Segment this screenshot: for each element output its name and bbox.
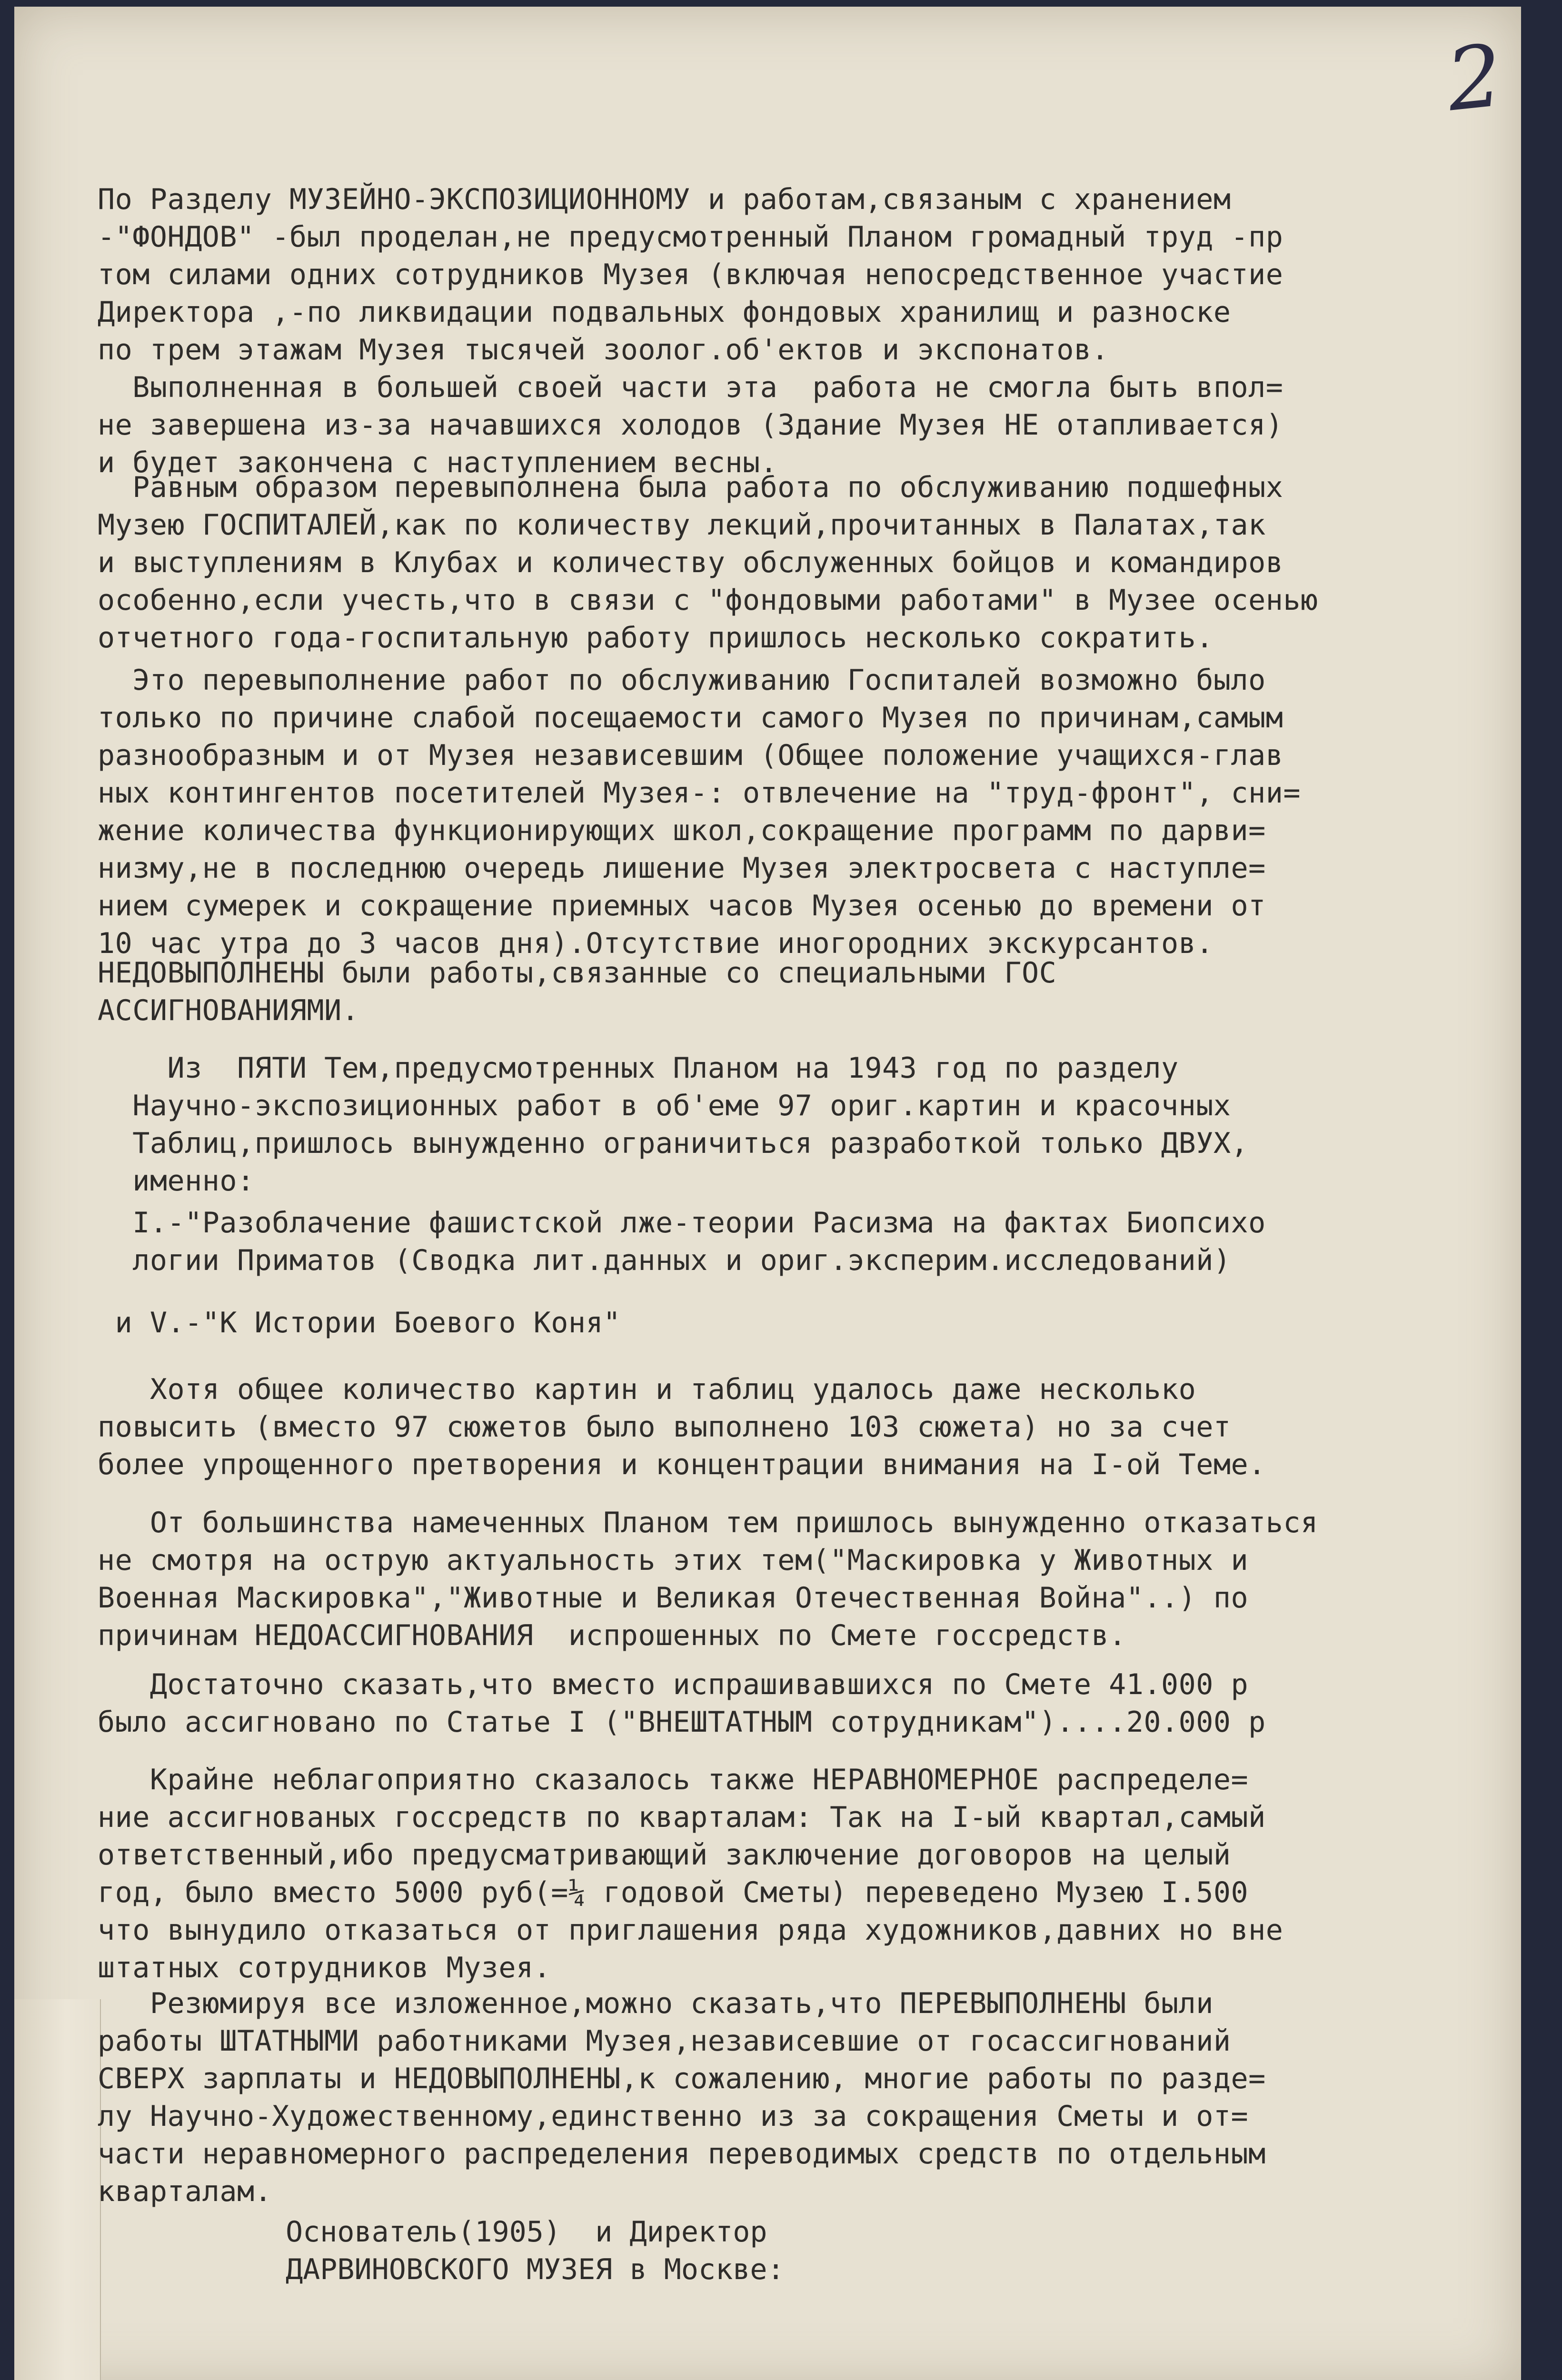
text-line: особенно,если учесть,что в связи с "фондовыми работами" в Музее осенью [98,584,1318,617]
paragraph [98,662,1507,962]
text-line: АССИГНОВАНИЯМИ. [98,994,359,1027]
text-line: отчетного года-госпитальную работу пришлось несколько сократить. [98,621,1214,654]
text-line: От большинства намеченных Планом тем пришлось вынужденно отказаться [98,1506,1318,1539]
text-line: год, было вместо 5000 руб(=¼ годовой Сметы) переведено Музею I.500 [98,1876,1249,1909]
paragraph [98,1304,1507,1342]
signature-block [286,2213,785,2289]
text-line: ние ассигнованых госсредств по кварталам: Так на I-ый квартал,самый [98,1801,1266,1834]
text-line: логии Приматов (Сводка лит.данных и ориг.эксперим.исследований) [98,1244,1231,1277]
text-line: Директора ,-по ликвидации подвальных фондовых хранилищ и разноске [98,296,1231,329]
text-line: низму,не в последнюю очередь лишение Музея электросвета с наступле= [98,852,1266,885]
text-line: Крайне неблагоприятно сказалось также НЕРАВНОМЕРНОЕ распределе= [98,1763,1249,1796]
sheet-fold [14,1999,101,2380]
text-line: Военная Маскировка","Животные и Великая Отечественная Война"..) по [98,1581,1249,1615]
text-line: причинам НЕДОАССИГНОВАНИЯ испрошенных по Смете госсредств. [98,1619,1126,1652]
text-line: Научно-экспозиционных работ в об'еме 97 ориг.картин и красочных [98,1089,1231,1122]
text-line: и будет закончена с наступлением весны. [98,446,778,479]
paragraph [98,1985,1507,2211]
signature-line: ДАРВИНОВСКОГО МУЗЕЯ в Москве: [286,2253,785,2286]
text-line: ответственный,ибо предусматривающий заключение договоров на целый [98,1838,1231,1872]
paragraph [98,1204,1507,1279]
text-line: НЕДОВЫПОЛНЕНЫ были работы,связанные со специальными ГОС [98,956,1057,990]
paragraph [98,1371,1507,1484]
paragraph [98,469,1507,657]
text-line: не завершена из-за начавшихся холодов (Здание Музея НЕ отапливается) [98,408,1283,442]
paragraph [98,954,1507,1030]
paragraph [98,1050,1507,1200]
paragraph [98,181,1507,482]
text-line: разнообразным и от Музея независевшим (Общее положение учащихся-глав [98,739,1283,772]
text-line: части неравномерного распределения переводимых средств по отдельным [98,2137,1266,2171]
page-number: 2 [1442,26,1507,131]
text-line: Музею ГОСПИТАЛЕЙ,как по количеству лекций,прочитанных в Палатах,так [98,508,1266,542]
text-line: не смотря на острую актуальность этих тем("Маскировка у Животных и [98,1544,1249,1577]
text-line: I.-"Разоблачение фашистской лже-теории Расизма на фактах Биопсихо [98,1206,1266,1240]
text-line: более упрощенного претворения и концентрации внимания на I-ой Теме. [98,1448,1266,1481]
text-line: ных контингентов посетителей Музея-: отвлечение на "труд-фронт", сни= [98,776,1301,810]
paragraph [98,1761,1507,1987]
paragraph [98,1504,1507,1655]
text-line: и V.-"К Истории Боевого Коня" [98,1306,621,1339]
text-line: именно: [98,1164,255,1198]
paragraph [98,1666,1507,1741]
text-line: 10 час утра до 3 часов дня).Отсутствие иногородних экскурсантов. [98,927,1214,960]
text-line: и выступлениям в Клубах и количеству обслуженных бойцов и командиров [98,546,1283,579]
text-line: повысить (вместо 97 сюжетов было выполнено 103 сюжета) но за счет [98,1410,1231,1444]
text-line: По Разделу МУЗЕЙНО-ЭКСПОЗИЦИОННОМУ и работам,связаным с хранением [98,183,1231,216]
text-line: штатных сотрудников Музея. [98,1951,551,1984]
text-line: Из ПЯТИ Тем,предусмотренных Планом на 1943 год по разделу [98,1051,1179,1085]
text-line: нием сумерек и сокращение приемных часов Музея осенью до времени от [98,889,1266,922]
text-line: было ассигновано по Статье I ("ВНЕШТАТНЫМ сотрудникам")....20.000 р [98,1706,1266,1739]
text-line: Равным образом перевыполнена была работа по обслуживанию подшефных [98,471,1283,504]
text-line: Это перевыполнение работ по обслуживанию Госпиталей возможно было [98,664,1266,697]
text-line: жение количества функционирующих школ,сокращение программ по дарви= [98,814,1266,847]
text-line: Резюмируя все изложенное,можно сказать,что ПЕРЕВЫПОЛНЕНЫ были [98,1987,1214,2020]
text-line: Таблиц,пришлось вынужденно ограничиться разработкой только ДВУХ, [98,1127,1249,1160]
signature-line: Основатель(1905) и Директор [286,2215,767,2249]
text-line: по трем этажам Музея тысячей зоолог.об'ектов и экспонатов. [98,333,1109,367]
text-line: том силами одних сотрудников Музея (включая непосредственное участие [98,258,1283,291]
text-line: лу Научно-Художественному,единственно из за сокращения Сметы и от= [98,2100,1249,2133]
text-line: -"ФОНДОВ" -был проделан,не предусмотренный Планом громадный труд -пр [98,220,1283,254]
text-line: Достаточно сказать,что вместо испрашивавшихся по Смете 41.000 р [98,1668,1249,1701]
text-line: Выполненная в большей своей части эта работа не смогла быть впол= [98,371,1283,404]
text-line: что вынудило отказаться от приглашения ряда художников,давних но вне [98,1914,1283,1947]
text-line: кварталам. [98,2175,272,2208]
text-line: только по причине слабой посещаемости самого Музея по причинам,самым [98,701,1283,734]
text-line: СВЕРХ зарплаты и НЕДОВЫПОЛНЕНЫ,к сожалению, многие работы по разде= [98,2062,1266,2095]
text-line: работы ШТАТНЫМИ работниками Музея,независевшие от госассигнований [98,2024,1231,2058]
text-line: Хотя общее количество картин и таблиц удалось даже несколько [98,1373,1196,1406]
